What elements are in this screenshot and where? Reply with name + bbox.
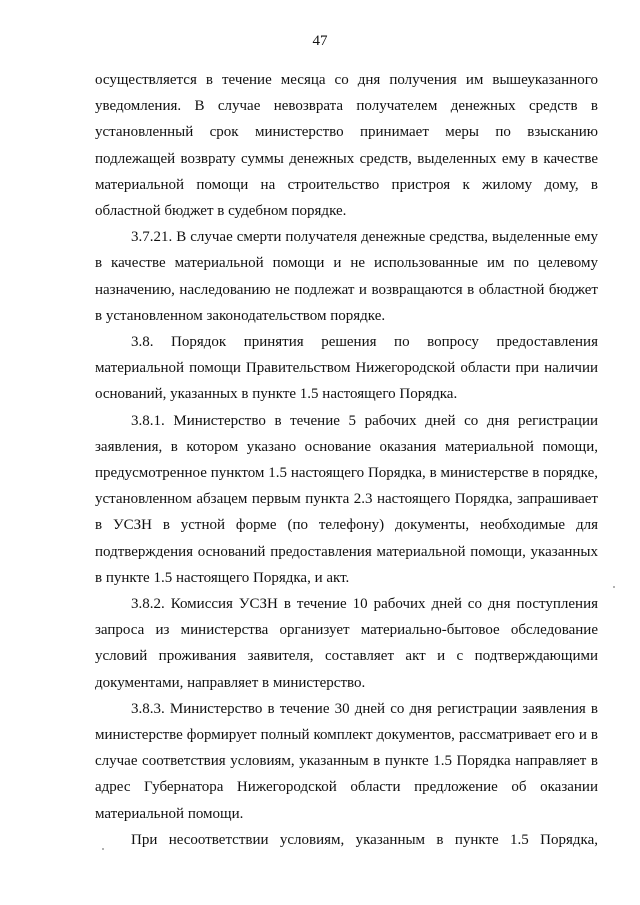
scan-speck: [102, 848, 104, 850]
paragraph-3-8: 3.8. Порядок принятия решения по вопросу предоставления материальной помощи Правительством Нижегородской области при наличии оснований, указанных в пункте 1.5 настоящего Порядка.: [95, 334, 598, 403]
paragraph-3-8-2: 3.8.2. Комиссия УСЗН в течение 10 рабочих дней со дня поступления запроса из министерства организует материально-бытовое обследование условий проживания заявителя, составляет акт и с подтверждающими документами, направляет в министерство.: [95, 596, 598, 691]
document-body: [95, 67, 598, 853]
page-number: 47: [312, 33, 328, 49]
paragraph-3-7-21: 3.7.21. В случае смерти получателя денежные средства, выделенные ему в качестве материальной помощи и не использованные им по целевому назначению, наследованию не подлежат и возвращаются в областной бюджет в установленном законодательством порядке.: [95, 229, 598, 324]
scan-speck: [613, 586, 615, 588]
paragraph-nonconformity: При несоответствии условиям, указанным в пункте 1.5 Порядка,: [131, 831, 598, 848]
paragraph-3-8-1: 3.8.1. Министерство в течение 5 рабочих дней со дня регистрации заявления, в котором указано основание оказания материальной помощи, предусмотренное пунктом 1.5 настоящего Порядка, в министерстве в порядке, установленном абзацем первым пункта 2.3 настоящего Порядка, запрашивает в УСЗН в устной форме (по телефону) документы, необходимые для подтверждения оснований предоставления материальной помощи, указанных в пункте 1.5 настоящего Порядка, и акт.: [95, 412, 598, 586]
paragraph-3-8-3: 3.8.3. Министерство в течение 30 дней со дня регистрации заявления в министерстве формирует полный комплект документов, рассматривает его и в случае соответствия условиям, указанным в пункте 1.5 Порядка направляет в адрес Губернатора Нижегородской области предложение об оказании материальной помощи.: [95, 700, 598, 822]
paragraph-continuation: осуществляется в течение месяца со дня получения им вышеуказанного уведомления. В случае невозврата получателем денежных средств в установленный срок министерство принимает меры по взысканию подлежащей возврату суммы денежных средств, выделенных ему в качестве материальной помощи на строительство пристроя к жилому дому, в областной бюджет в судебном порядке.: [95, 72, 598, 220]
